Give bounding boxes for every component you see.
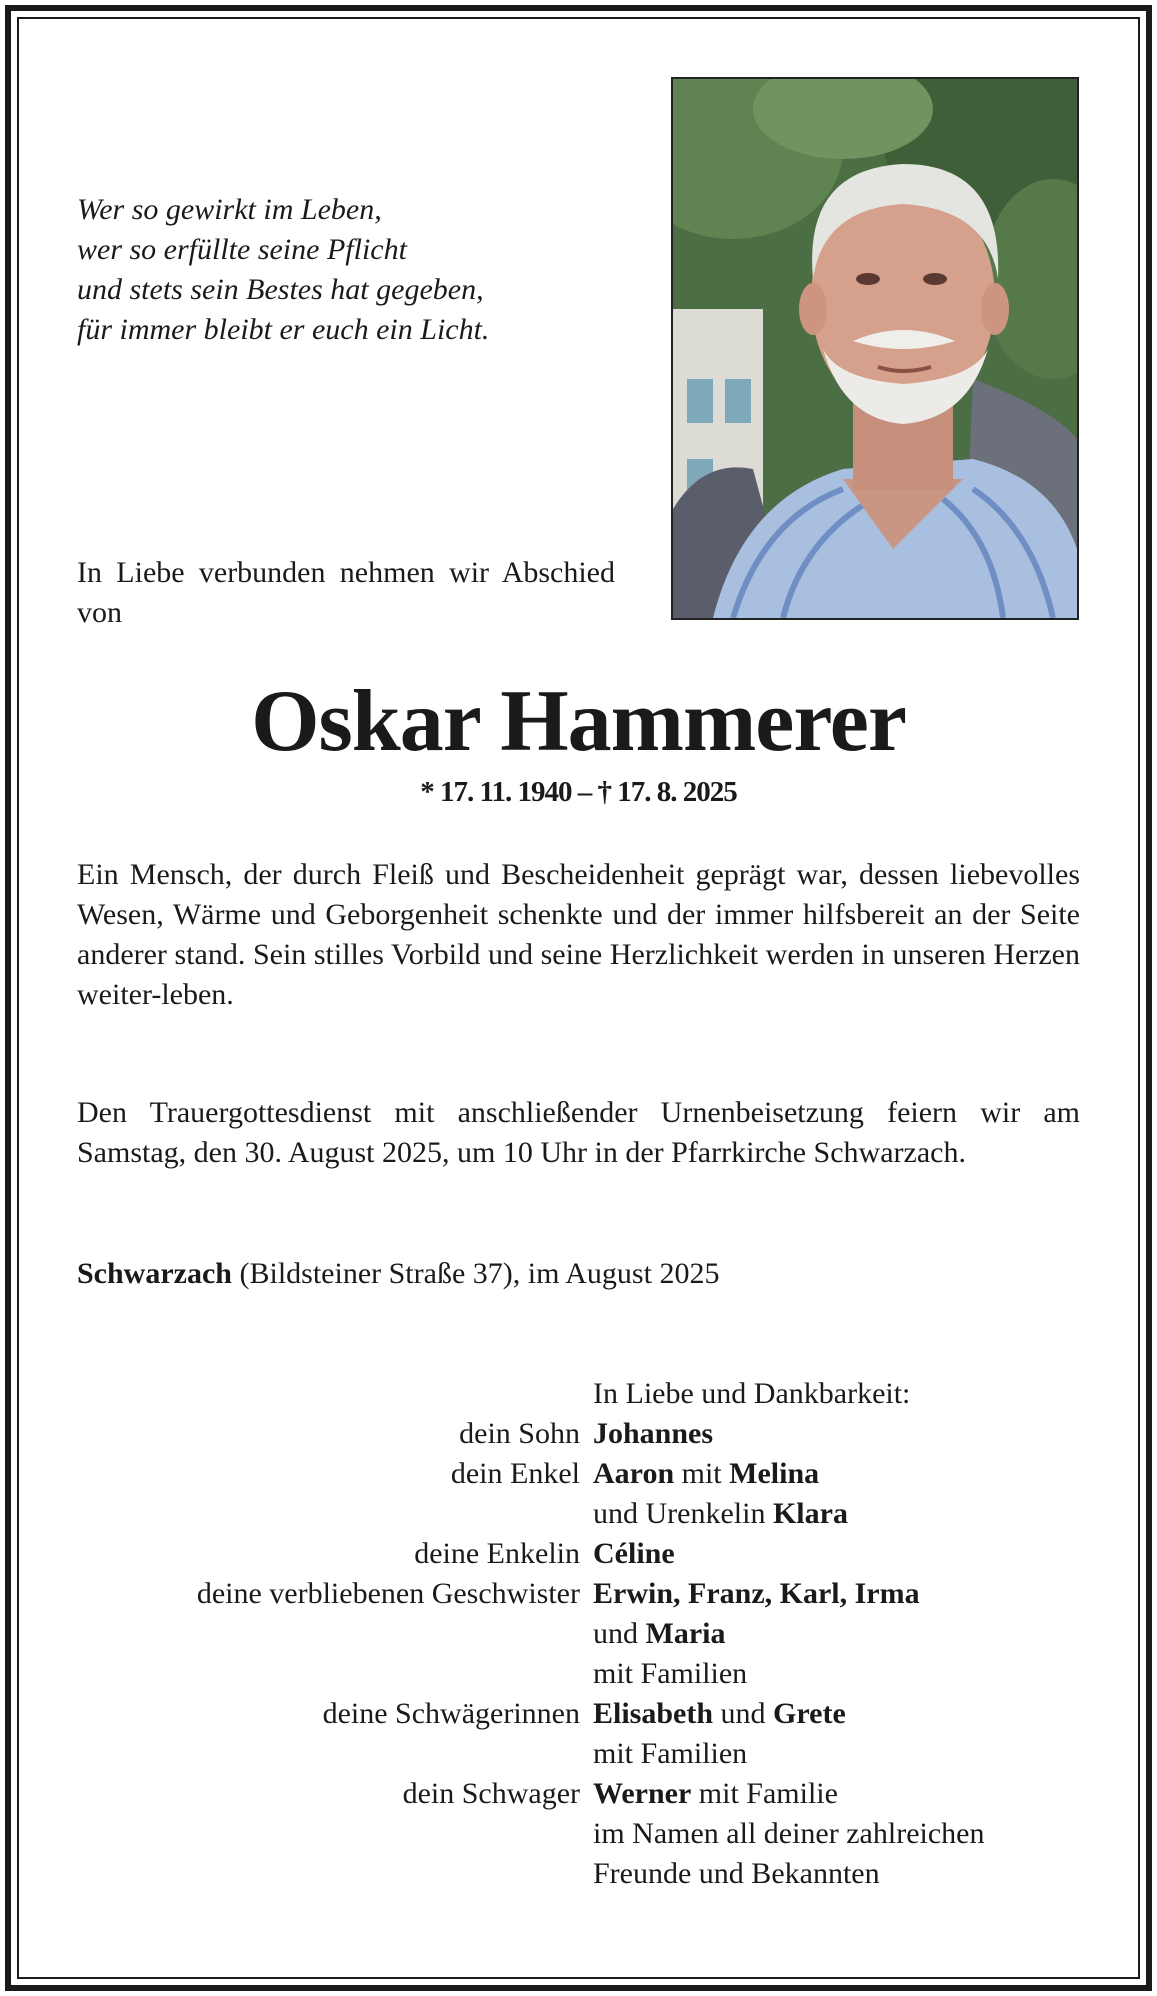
mourner-connector: mit Familien xyxy=(593,1737,748,1770)
mourner-connector: und xyxy=(713,1697,774,1730)
mourner-relation xyxy=(40,1614,593,1654)
mourner-name: Elisabeth xyxy=(593,1697,714,1730)
place-town: Schwarzach xyxy=(77,1257,232,1290)
poem-line: für immer bleibt er euch ein Licht. xyxy=(77,313,490,346)
mourner-connector: mit Familien xyxy=(593,1657,748,1690)
mourner-names xyxy=(593,1774,1100,1814)
mourner-names xyxy=(593,1574,1100,1614)
mourner-row xyxy=(40,1734,1100,1774)
mourner-row xyxy=(40,1454,1100,1494)
mourners-heading: In Liebe und Dankbarkeit: xyxy=(593,1377,911,1410)
life-dates: * 17. 11. 1940 – † 17. 8. 2025 xyxy=(420,776,737,808)
mourner-connector: mit Familie xyxy=(691,1777,838,1810)
mourner-names xyxy=(593,1494,1100,1534)
mourner-names xyxy=(593,1814,1100,1854)
mourner-connector: Freunde und Bekannten xyxy=(593,1857,880,1890)
mourner-row xyxy=(40,1574,1100,1614)
portrait-photo xyxy=(671,77,1079,620)
place-address: (Bildsteiner Straße 37), im August 2025 xyxy=(231,1257,720,1290)
mourner-names xyxy=(593,1654,1100,1694)
mourner-relation xyxy=(40,1654,593,1694)
mourner-row xyxy=(40,1854,1100,1894)
mourner-names xyxy=(593,1734,1100,1774)
mourner-row xyxy=(40,1534,1100,1574)
tribute-paragraph: Ein Mensch, der durch Fleiß und Bescheidenheit geprägt war, dessen liebevolles Wesen, Wärme und Geborgenheit schenkte und der immer hilfsbereit an der Seite anderer stand. Sein stilles Vorbild und seine Herzlichkeit werden in unseren Herzen weiter-leben. xyxy=(77,858,1080,1011)
mourner-name: Maria xyxy=(645,1617,726,1650)
mourner-relation xyxy=(40,1734,593,1774)
poem-line: wer so erfüllte seine Pflicht xyxy=(77,233,407,266)
mourner-names xyxy=(593,1854,1100,1894)
mourner-row xyxy=(40,1654,1100,1694)
deceased-name: Oskar Hammerer xyxy=(251,673,906,770)
mourner-relation: deine Enkelin xyxy=(414,1537,580,1570)
mourner-relation: dein Enkel xyxy=(450,1457,580,1490)
mourner-row xyxy=(40,1694,1100,1734)
poem-line: Wer so gewirkt im Leben, xyxy=(77,193,382,226)
mourner-name: Erwin, Franz, Karl, Irma xyxy=(593,1577,920,1610)
mourner-name: Johannes xyxy=(593,1417,714,1450)
mourner-names xyxy=(593,1414,1100,1454)
mourner-relation: deine Schwägerinnen xyxy=(322,1697,580,1730)
mourner-relation xyxy=(40,1814,593,1854)
mourner-row xyxy=(40,1494,1100,1534)
mourner-row xyxy=(40,1814,1100,1854)
mourner-row xyxy=(40,1414,1100,1454)
memorial-poem xyxy=(77,190,637,350)
mourner-name: Melina xyxy=(729,1457,820,1490)
mourner-relation xyxy=(40,1494,593,1534)
mourner-relation: deine verbliebenen Geschwister xyxy=(196,1577,580,1610)
mourner-relation: dein Sohn xyxy=(459,1417,580,1450)
mourner-names xyxy=(593,1614,1100,1654)
mourner-name: Klara xyxy=(772,1497,848,1530)
place-and-date xyxy=(77,1254,1080,1294)
mourners-list xyxy=(40,1414,1100,1894)
mourner-row xyxy=(40,1614,1100,1654)
mourner-connector: und xyxy=(593,1617,646,1650)
mourner-row xyxy=(40,1774,1100,1814)
mourner-name: Aaron xyxy=(593,1457,675,1490)
mourner-relation xyxy=(40,1854,593,1894)
portrait-illustration xyxy=(673,79,1077,618)
mourner-connector: mit xyxy=(674,1457,730,1490)
mourner-relation: dein Schwager xyxy=(402,1777,580,1810)
mourner-names xyxy=(593,1454,1100,1494)
mourner-names xyxy=(593,1534,1100,1574)
poem-line: und stets sein Bestes hat gegeben, xyxy=(77,273,484,306)
mourner-connector: im Namen all deiner zahlreichen xyxy=(593,1817,985,1850)
mourner-name: Grete xyxy=(773,1697,846,1730)
intro-text: In Liebe verbunden nehmen wir Abschied von xyxy=(77,556,615,629)
mourner-name: Céline xyxy=(593,1537,675,1570)
service-paragraph: Den Trauergottesdienst mit anschließender Urnenbeisetzung feiern wir am Samstag, den 30. August 2025, um 10 Uhr in der Pfarrkirche Schwarzach. xyxy=(77,1096,1080,1169)
mourner-names xyxy=(593,1694,1100,1734)
mourner-name: Werner xyxy=(593,1777,692,1810)
mourner-connector: und Urenkelin xyxy=(593,1497,773,1530)
